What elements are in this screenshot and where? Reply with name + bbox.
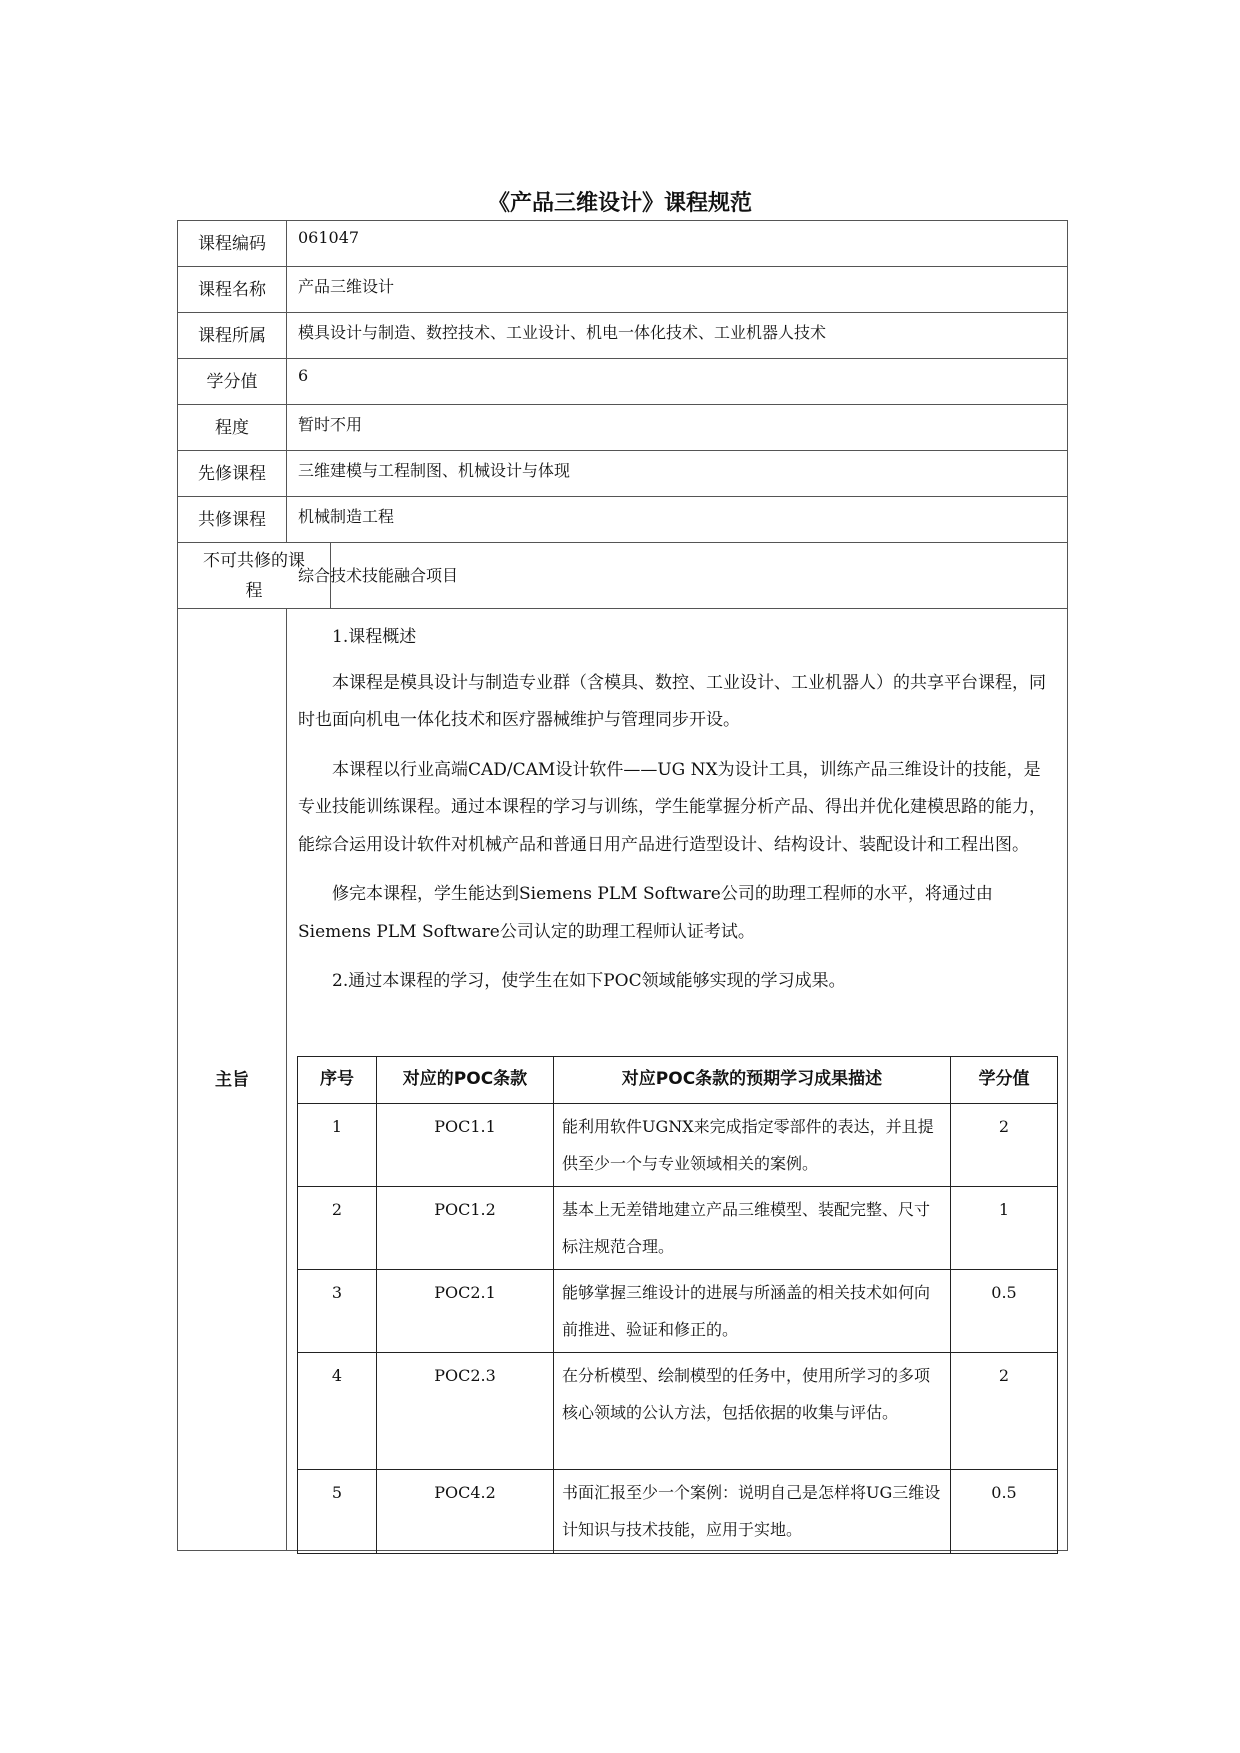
field-label: 学分值 <box>178 359 287 404</box>
field-value: 6 <box>298 366 309 385</box>
paragraph: 修完本课程，学生能达到Siemens PLM Software公司的助理工程师的水平，将通过由Siemens PLM Software公司认定的助理工程师认证考试。 <box>298 884 993 942</box>
table-row <box>298 1353 1058 1470</box>
table-row <box>298 1187 1058 1270</box>
field-value: 模具设计与制造、数控技术、工业设计、机电一体化技术、工业机器人技术 <box>298 323 827 342</box>
cell-no: 5 <box>298 1470 377 1554</box>
field-label: 程度 <box>178 405 287 450</box>
column-header: 对应的POC条款 <box>377 1057 554 1104</box>
cell-no: 1 <box>298 1104 377 1187</box>
row-course-name <box>178 267 1067 313</box>
row-exclusions <box>178 543 1067 609</box>
cell-credit: 0.5 <box>951 1270 1058 1353</box>
paragraph: 本课程以行业高端CAD/CAM设计软件——UG NX为设计工具，训练产品三维设计的技能，是专业技能训练课程。通过本课程的学习与训练，学生能掌握分析产品、得出并优化建模思路的能力，能综合运用设计软件对机械产品和普通日用产品进行造型设计、结构设计、装配设计和工程出图。 <box>298 759 1046 855</box>
cell-poc: POC2.1 <box>377 1270 554 1353</box>
cell-credit: 0.5 <box>951 1470 1058 1554</box>
field-value: 产品三维设计 <box>298 277 395 296</box>
field-label: 课程编码 <box>178 221 287 266</box>
column-header: 对应POC条款的预期学习成果描述 <box>554 1057 951 1104</box>
cell-desc: 能够掌握三维设计的进展与所涵盖的相关技术如何向前推进、验证和修正的。 <box>554 1270 951 1353</box>
cell-desc: 书面汇报至少一个案例：说明自己是怎样将UG三维设计知识与技术技能，应用于实地。 <box>554 1470 951 1554</box>
row-level <box>178 405 1067 451</box>
section-heading: 1.课程概述 <box>332 627 417 647</box>
field-label: 课程所属 <box>178 313 287 358</box>
field-label: 共修课程 <box>178 497 287 542</box>
field-value: 三维建模与工程制图、机械设计与体现 <box>298 461 571 480</box>
table-row <box>298 1470 1058 1554</box>
paragraph: 本课程是模具设计与制造专业群（含模具、数控、工业设计、工业机器人）的共享平台课程，同时也面向机电一体化技术和医疗器械维护与管理同步开设。 <box>298 672 1046 730</box>
cell-no: 4 <box>298 1353 377 1470</box>
cell-poc: POC1.2 <box>377 1187 554 1270</box>
table-row <box>298 1270 1058 1353</box>
cell-credit: 2 <box>951 1104 1058 1187</box>
cell-desc: 能利用软件UGNX来完成指定零部件的表达，并且提供至少一个与专业领域相关的案例。 <box>554 1104 951 1187</box>
poc-outcomes-table <box>297 1056 1058 1554</box>
page-title: 《产品三维设计》课程规范 <box>487 191 752 216</box>
main-content <box>298 619 1057 1013</box>
cell-credit: 1 <box>951 1187 1058 1270</box>
row-course-affiliation <box>178 313 1067 359</box>
cell-no: 3 <box>298 1270 377 1353</box>
cell-poc: POC4.2 <box>377 1470 554 1554</box>
cell-credit: 2 <box>951 1353 1058 1470</box>
field-value: 综合技术技能融合项目 <box>298 566 459 585</box>
row-credits <box>178 359 1067 405</box>
column-header: 学分值 <box>951 1057 1058 1104</box>
field-label: 先修课程 <box>178 451 287 496</box>
field-value: 061047 <box>298 228 360 247</box>
cell-poc: POC2.3 <box>377 1353 554 1470</box>
cell-desc: 基本上无差错地建立产品三维模型、装配完整、尺寸标注规范合理。 <box>554 1187 951 1270</box>
section-heading: 2.通过本课程的学习，使学生在如下POC领域能够实现的学习成果。 <box>332 971 846 991</box>
field-label: 课程名称 <box>178 267 287 312</box>
cell-no: 2 <box>298 1187 377 1270</box>
field-label: 不可共修的课程 <box>178 543 331 608</box>
row-corequisites <box>178 497 1067 543</box>
cell-desc: 在分析模型、绘制模型的任务中，使用所学习的多项核心领域的公认方法，包括依据的收集与评估。 <box>554 1353 951 1470</box>
field-value: 机械制造工程 <box>298 507 395 526</box>
field-value: 暂时不用 <box>298 415 363 434</box>
column-header: 序号 <box>298 1057 377 1104</box>
table-header-row <box>298 1057 1058 1104</box>
table-row <box>298 1104 1058 1187</box>
row-course-code <box>178 221 1067 267</box>
cell-poc: POC1.1 <box>377 1104 554 1187</box>
row-prerequisites <box>178 451 1067 497</box>
field-label: 主旨 <box>178 609 287 1550</box>
